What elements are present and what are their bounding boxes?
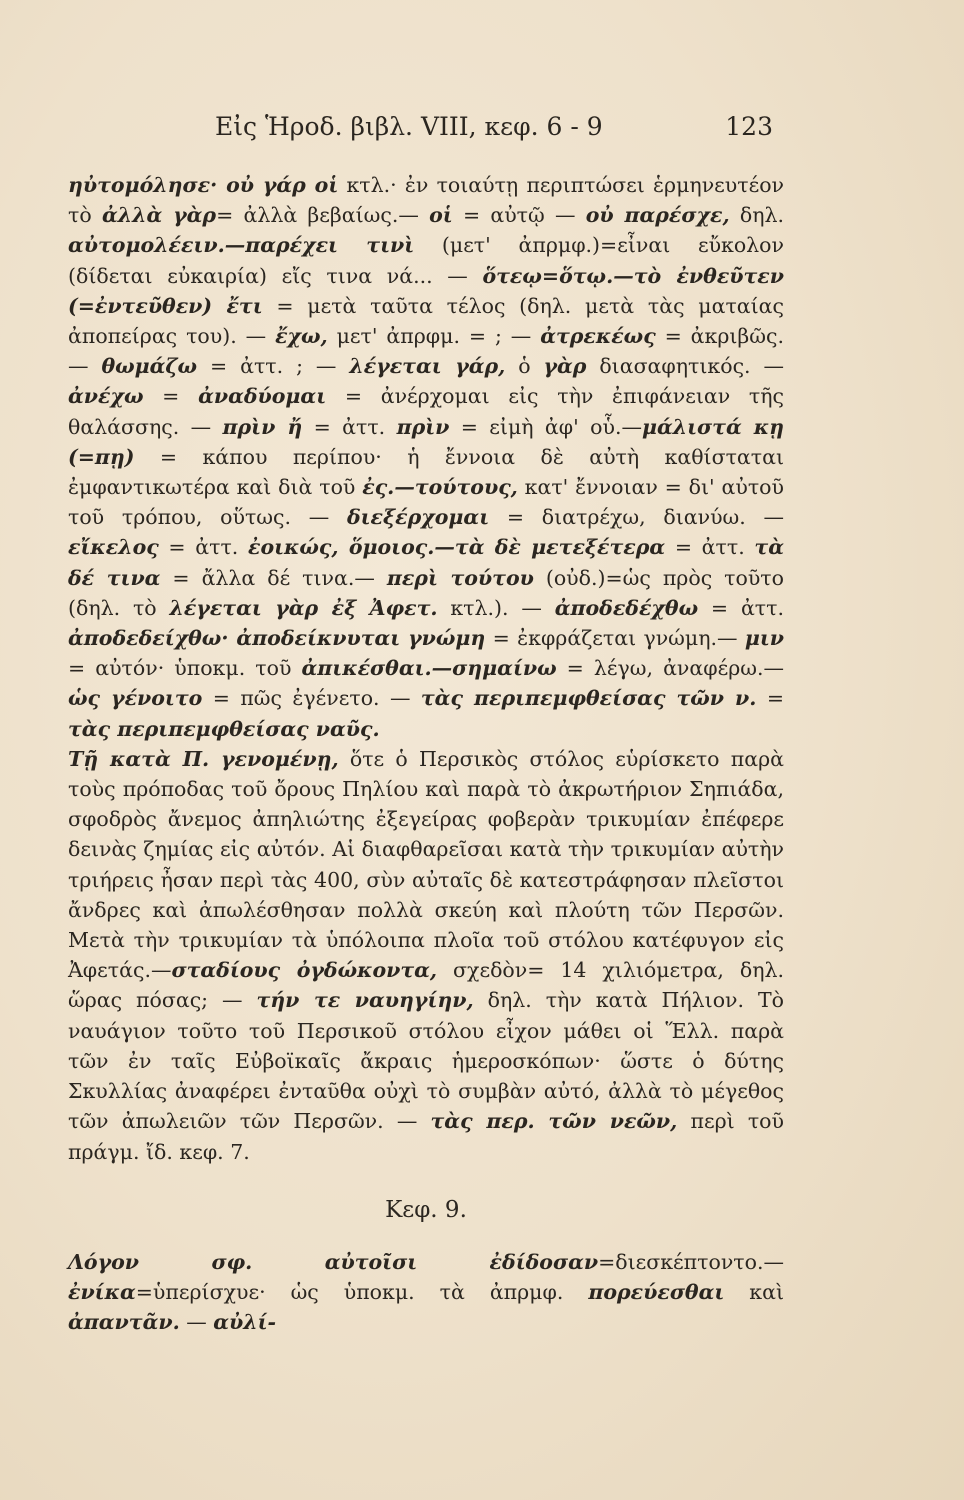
paragraph-segment: σταδίους ὀγδώκοντα, [171, 958, 438, 983]
notes-segment: ὡς γένοιτο [68, 686, 203, 711]
notes-segment: ηὐτομόλησε· οὐ γάρ οἱ [68, 173, 339, 197]
notes-segment: κατ' ἔννοιαν = δι' αὐτοῦ τοῦ τρόπου, οὕτως. — [68, 475, 784, 530]
notes-segment: ἀπικέσθαι.—σημαίνω [301, 656, 557, 681]
notes-segment: ἀποδεδέχθω [554, 595, 699, 620]
notes-segment: διασαφητικός. — [586, 354, 784, 379]
page-body [68, 170, 784, 1338]
notes-segment: = μετὰ ταῦτα τέλος (δηλ. μετὰ τὰς ματαίας ἀποπείρας του). — [68, 293, 784, 349]
notes-segment: (μετ' ἀπρμφ.)=εἶναι εὔκολον (δίδεται εὐκαιρία) εἴς τινα νά... — [68, 233, 784, 288]
notes-segment: = λέγω, ἀναφέρω.— [556, 656, 784, 681]
chapter-segment: =ὑπερίσχυε· ὡς ὑποκμ. τὰ ἀπρμφ. [135, 1280, 589, 1305]
notes-segment: = διατρέχω, διανύω. — [489, 505, 784, 530]
notes-segment: = εἰμὴ ἀφ' οὗ.— [449, 414, 642, 439]
chapter-segment: ἐνίκα [68, 1280, 136, 1305]
paragraph-segment: περὶ τοῦ πράγμ. ἴδ. κεφ. 7. [68, 1109, 784, 1164]
notes-segment: = ἀττ. [698, 595, 784, 620]
notes-segment: ἐς.—τούτους, [362, 475, 518, 500]
paragraph-segment: τήν τε ναυηγίην, [256, 988, 474, 1013]
notes-segment: = πῶς ἐγένετο. — [202, 686, 421, 711]
paragraph-segment: Τῇ κατὰ Π. γενομένῃ, [68, 746, 339, 771]
chapter-segment: =διεσκέπτοντο.— [598, 1249, 784, 1274]
notes-segment: λέγεται γὰρ ἐξ Ἀφετ. [169, 595, 438, 620]
paragraph-segment: σχεδὸν= 14 χιλιόμετρα, δηλ. ὥρας πόσας; — [68, 958, 784, 1013]
notes-segment: ἀνέχω [68, 384, 144, 409]
notes-segment: = ἀλλὰ βεβαίως.— [216, 203, 430, 228]
notes-segment: ὁ [505, 354, 544, 379]
notes-segment: = αὐτῷ — [452, 203, 586, 228]
chapter-segment: ἀπαντᾶν. [68, 1310, 180, 1335]
commentary-notes [68, 170, 784, 744]
notes-segment: = ἀττ. [302, 414, 397, 439]
notes-segment: πρὶν [396, 414, 450, 439]
notes-segment: = ἀττ. [665, 535, 755, 560]
notes-segment: πρὶν ἤ [222, 414, 303, 439]
commentary-paragraph [68, 744, 784, 1167]
paragraph-segment: δηλ. τὴν κατὰ Πήλιον. Τὸ ναυάγιον τοῦτο τοῦ Περσικοῦ στόλου εἶχον μάθει οἱ Ἕλλ. παρὰ τῶν ἐν ταῖς Εὐβοϊκαῖς ἄκραις ἡμεροσκόπων· ὥστε ὁ δύτης Σκυλλίας ἀναφέρει ἐνταῦθα οὐχὶ τὸ συμβὰν αὐτό, ἀλλὰ τὸ μέγεθος τῶν ἀπωλειῶν τῶν Περσῶν. — [68, 988, 784, 1134]
notes-segment: τὰς περιπεμφθείσας τῶν ν. [420, 686, 757, 711]
notes-segment: λέγεται γάρ, [349, 354, 506, 379]
notes-segment: = ἐκφράζεται γνώμη.— [485, 626, 745, 651]
notes-segment: = ἀκριβῶς. — [68, 324, 784, 379]
chapter-segment: Λόγον σφ. αὐτοῖσι ἐδίδοσαν [68, 1249, 599, 1274]
notes-segment: μετ' ἀπρφμ. = ; — [327, 324, 541, 349]
notes-segment: τὰς περιπεμφθείσας ναῦς. [68, 716, 380, 741]
chapter-notes [68, 1247, 784, 1338]
notes-segment: εἴκελος [68, 535, 159, 560]
notes-segment: = ἀνέρχομαι εἰς τὴν ἐπιφάνειαν τῆς θαλάσσης. — [68, 384, 784, 439]
notes-segment: ἐοικώς, ὅμοιος.—τὰ δὲ μετεξέτερα [247, 535, 666, 560]
paragraph-segment: τὰς περ. τῶν νεῶν, [430, 1109, 678, 1134]
notes-segment: ἀποδεδείχθω· ἀποδείκνυται γνώμη [68, 626, 486, 651]
notes-segment: ἀτρεκέως [540, 324, 656, 349]
chapter-segment: αὐλί- [213, 1310, 277, 1335]
notes-segment: ἀλλὰ γὰρ [101, 203, 217, 228]
notes-segment: κτλ.). — [437, 595, 555, 620]
notes-segment: περὶ τούτου [386, 565, 534, 590]
notes-segment: ἔχω, [275, 324, 328, 349]
notes-segment: = ἄλλα δέ τινα.— [160, 565, 387, 590]
notes-segment: ἀναδύομαι [198, 384, 327, 409]
notes-segment: = [143, 384, 199, 409]
notes-segment: = κάπου περίπου· ἡ ἔννοια δὲ αὐτὴ καθίσταται ἐμφαντικωτέρα καὶ διὰ τοῦ [68, 444, 784, 500]
notes-segment: διεξέρχομαι [346, 505, 490, 530]
notes-segment: = [756, 686, 784, 711]
notes-segment: = αὐτόν· ὑποκμ. τοῦ [68, 656, 302, 681]
notes-segment: (οὐδ.)=ὡς πρὸς τοῦτο (δηλ. τὸ [68, 565, 784, 620]
chapter-segment: — [179, 1310, 214, 1335]
chapter-segment: πορεύεσθαι [588, 1280, 725, 1305]
notes-segment: αὐτομολέειν.—παρέχει τινὶ [68, 233, 415, 258]
notes-segment: γὰρ [543, 354, 587, 379]
header-title: Εἰς Ἡροδ. βιβλ. VIII, κεφ. 6 - 9 [215, 112, 603, 141]
notes-segment: οἱ [429, 203, 453, 228]
chapter-heading: Κεφ. 9. [385, 1196, 467, 1223]
paragraph-segment: ὅτε ὁ Περσικὸς στόλος εὑρίσκετο παρὰ τοὺς πρόποδας τοῦ ὄρους Πηλίου καὶ παρὰ τὸ ἀκρωτήριον Σηπιάδα, σφοδρὸς ἄνεμος ἀπηλιώτης ἐξεγείρας φοβερὰν τρικυμίαν ἐπέφερε δεινὰς ζημίας εἰς αὐτόν. Αἱ διαφθαρεῖσαι κατὰ τὴν τρικυμίαν αὐτὴν τριήρεις ἦσαν περὶ τὰς 400, σὺν αὐταῖς δὲ κατεστράφησαν πλεῖστοι ἄνδρες καὶ ἀπωλέσθησαν πολλὰ σκεύη καὶ πλούτη τῶν Περσῶν. Μετὰ τὴν τρικυμίαν τὰ ὑπόλοιπα πλοῖα τοῦ στόλου κατέφυγον εἰς Ἀφετάς.— [68, 746, 784, 983]
notes-segment: μάλιστά κῃ (=πῃ) [68, 414, 784, 469]
notes-segment: οὐ παρέσχε, [585, 203, 730, 228]
notes-segment: κτλ.· ἐν τοιαύτῃ περιπτώσει ἑρμηνευτέον τὸ [68, 173, 785, 228]
notes-segment: μιν [744, 626, 784, 651]
notes-segment: = ἀττ. ; — [197, 354, 350, 379]
notes-segment: = ἀττ. [158, 535, 248, 560]
page-number: 123 [725, 112, 773, 141]
chapter-segment: καὶ [724, 1280, 784, 1305]
notes-segment: θωμάζω [101, 354, 198, 379]
notes-segment: ὅτεῳ=ὅτῳ.—τὸ ἐνθεῦτεν (=ἐντεῦθεν) ἔτι [68, 263, 784, 318]
notes-segment: δηλ. [729, 203, 784, 228]
notes-segment: τὰ δέ τινα [68, 535, 784, 590]
running-header [215, 112, 773, 146]
